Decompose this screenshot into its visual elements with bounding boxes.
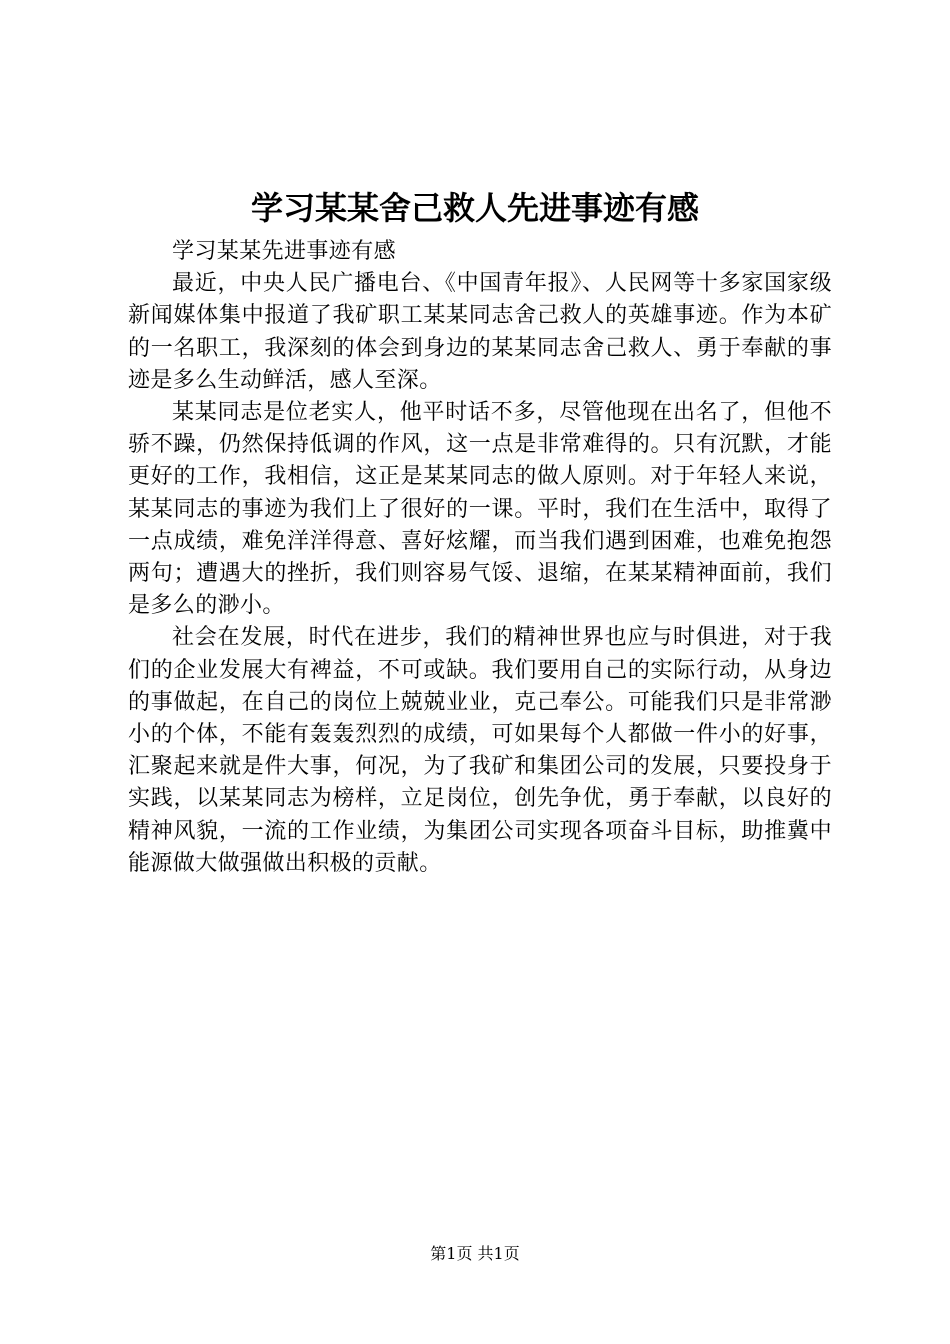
paragraph-2: 某某同志是位老实人，他平时话不多，尽管他现在出名了，但他不骄不躁，仍然保持低调的作风，这一点是非常难得的。只有沉默，才能更好的工作，我相信，这正是某某同志的做人原则。对于年轻人来说，某某同志的事迹为我们上了很好的一课。平时，我们在生活中，取得了一点成绩，难免洋洋得意、喜好炫耀，而当我们遇到困难，也难免抱怨两句；遭遇大的挫折，我们则容易气馁、退缩，在某某精神面前，我们是多么的渺小。 xyxy=(128,400,832,619)
document-body xyxy=(128,236,832,880)
paragraph-1: 最近，中央人民广播电台、《中国青年报》、人民网等十多家国家级新闻媒体集中报道了我矿职工某某同志舍己救人的英雄事迹。作为本矿的一名职工，我深刻的体会到身边的某某同志舍己救人、勇于奉献的事迹是多么生动鲜活，感人至深。 xyxy=(128,271,832,393)
paragraph-3: 社会在发展，时代在进步，我们的精神世界也应与时俱进，对于我们的企业发展大有裨益，不可或缺。我们要用自己的实际行动，从身边的事做起，在自己的岗位上兢兢业业，克己奉公。可能我们只是非常渺小的个体，不能有轰轰烈烈的成绩，可如果每个人都做一件小的好事，汇聚起来就是件大事，何况，为了我矿和集团公司的发展，只要投身于实践，以某某同志为榜样，立足岗位，创先争优，勇于奉献，以良好的精神风貌，一流的工作业绩，为集团公司实现各项奋斗目标，助推冀中能源做大做强做出积极的贡献。 xyxy=(128,625,832,876)
subtitle-line: 学习某某先进事迹有感 xyxy=(172,239,397,264)
page-footer: 第1页 共1页 xyxy=(430,1244,520,1263)
page-title: 学习某某舍己救人先进事迹有感 xyxy=(250,189,699,227)
